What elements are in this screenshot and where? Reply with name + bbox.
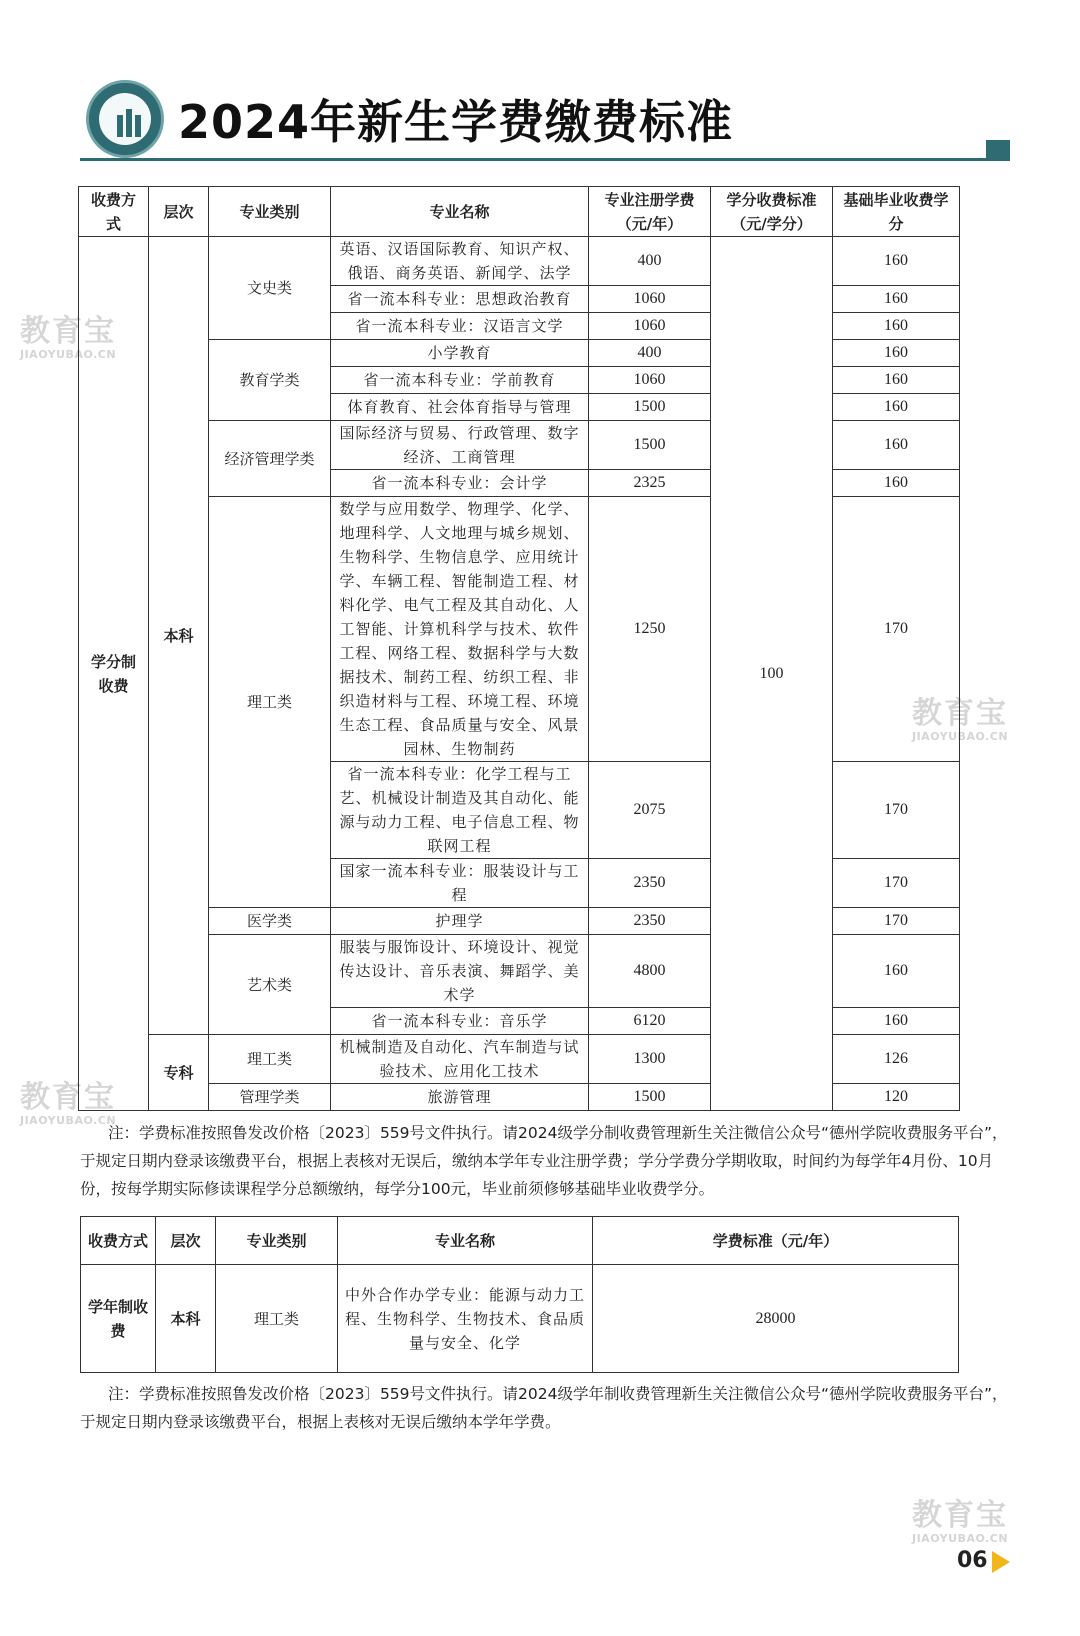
fee-cell: 1500 bbox=[589, 394, 711, 421]
page-header bbox=[0, 0, 1080, 170]
fee-cell: 6120 bbox=[589, 1008, 711, 1035]
major-cell: 英语、汉语国际教育、知识产权、俄语、商务英语、新闻学、法学 bbox=[331, 237, 589, 286]
category-cell: 经济管理学类 bbox=[209, 421, 331, 497]
category-cell: 理工类 bbox=[209, 1035, 331, 1084]
header-base-credits: 基础毕业收费学分 bbox=[833, 187, 960, 237]
credits-cell: 160 bbox=[833, 286, 960, 313]
fee-cell: 1060 bbox=[589, 367, 711, 394]
header-major: 专业名称 bbox=[331, 187, 589, 237]
header-major: 专业名称 bbox=[338, 1217, 593, 1265]
header-category: 专业类别 bbox=[216, 1217, 338, 1265]
header-level: 层次 bbox=[156, 1217, 216, 1265]
page-number: 06 bbox=[957, 1548, 988, 1573]
fee-cell: 1250 bbox=[589, 497, 711, 762]
credits-cell: 160 bbox=[833, 1008, 960, 1035]
fee-method-cell: 学年制收费 bbox=[81, 1265, 156, 1373]
major-cell: 体育教育、社会体育指导与管理 bbox=[331, 394, 589, 421]
annual-fee-table bbox=[80, 1216, 959, 1373]
credits-cell: 160 bbox=[833, 367, 960, 394]
credits-cell: 160 bbox=[833, 394, 960, 421]
credits-cell: 120 bbox=[833, 1084, 960, 1111]
fee-cell: 1060 bbox=[589, 313, 711, 340]
credits-cell: 160 bbox=[833, 313, 960, 340]
fee-method-cell: 学分制收费 bbox=[79, 237, 149, 1111]
major-cell: 小学教育 bbox=[331, 340, 589, 367]
credits-cell: 170 bbox=[833, 859, 960, 908]
credits-cell: 170 bbox=[833, 762, 960, 859]
credits-cell: 160 bbox=[833, 340, 960, 367]
credit-fee-note: 注：学费标准按照鲁发改价格〔2023〕559号文件执行。请2024级学分制收费管理新生关注微信公众号“德州学院收费服务平台”，于规定日期内登录该缴费平台，根据上表核对无误后，缴纳本学年专业注册学费；学分学费分学期收取，时间约为每学年4月份、10月份，按每学期实际修读课程学分总额缴纳，每学分100元，毕业前须修够基础毕业收费学分。 bbox=[80, 1124, 1008, 1198]
major-cell: 服装与服饰设计、环境设计、视觉传达设计、音乐表演、舞蹈学、美术学 bbox=[331, 935, 589, 1008]
watermark: 教育宝 JIAOYUBAO.CN bbox=[20, 1080, 117, 1127]
watermark: 教育宝 JIAOYUBAO.CN bbox=[912, 1498, 1009, 1545]
annual-fee-note: 注：学费标准按照鲁发改价格〔2023〕559号文件执行。请2024级学年制收费管理新生关注微信公众号“德州学院收费服务平台”，于规定日期内登录该缴费平台，根据上表核对无误后缴纳本学年学费。 bbox=[80, 1385, 1008, 1431]
fee-cell: 400 bbox=[589, 340, 711, 367]
table-header-row bbox=[81, 1217, 959, 1265]
credits-cell: 170 bbox=[833, 908, 960, 935]
page-title: 2024年新生学费缴费标准 bbox=[178, 95, 734, 149]
header-method: 收费方式 bbox=[79, 187, 149, 237]
category-cell: 理工类 bbox=[209, 497, 331, 908]
category-cell: 艺术类 bbox=[209, 935, 331, 1035]
major-cell: 中外合作办学专业：能源与动力工程、生物科学、生物技术、食品质量与安全、化学 bbox=[338, 1265, 593, 1373]
level-cell: 本科 bbox=[149, 237, 209, 1035]
watermark: 教育宝 JIAOYUBAO.CN bbox=[20, 314, 117, 361]
credit-fee-table bbox=[78, 186, 960, 1111]
category-cell: 管理学类 bbox=[209, 1084, 331, 1111]
major-cell: 省一流本科专业：会计学 bbox=[331, 470, 589, 497]
major-cell: 旅游管理 bbox=[331, 1084, 589, 1111]
category-cell: 医学类 bbox=[209, 908, 331, 935]
credits-cell: 160 bbox=[833, 470, 960, 497]
credits-cell: 126 bbox=[833, 1035, 960, 1084]
header-category: 专业类别 bbox=[209, 187, 331, 237]
category-cell: 文史类 bbox=[209, 237, 331, 340]
fee-cell: 4800 bbox=[589, 935, 711, 1008]
major-cell: 省一流本科专业：学前教育 bbox=[331, 367, 589, 394]
fee-cell: 400 bbox=[589, 237, 711, 286]
header-rule bbox=[80, 158, 1010, 161]
header-level: 层次 bbox=[149, 187, 209, 237]
major-cell: 护理学 bbox=[331, 908, 589, 935]
header-fee: 学费标准（元/年） bbox=[593, 1217, 959, 1265]
level-cell: 本科 bbox=[156, 1265, 216, 1373]
major-cell: 数学与应用数学、物理学、化学、地理科学、人文地理与城乡规划、生物科学、生物信息学、应用统计学、车辆工程、智能制造工程、材料化学、电气工程及其自动化、人工智能、计算机科学与技术、软件工程、网络工程、数据科学与大数据技术、制药工程、纺织工程、非织造材料与工程、环境工程、环境生态工程、食品质量与安全、风景园林、生物制药 bbox=[331, 497, 589, 762]
credits-cell: 160 bbox=[833, 237, 960, 286]
table-row bbox=[79, 237, 960, 286]
next-arrow-icon bbox=[992, 1551, 1010, 1573]
fee-cell: 28000 bbox=[593, 1265, 959, 1373]
credits-cell: 160 bbox=[833, 935, 960, 1008]
major-cell: 省一流本科专业：汉语言文学 bbox=[331, 313, 589, 340]
fee-cell: 2075 bbox=[589, 762, 711, 859]
credit-std-cell: 100 bbox=[711, 237, 833, 1111]
fee-cell: 1500 bbox=[589, 1084, 711, 1111]
major-cell: 省一流本科专业：思想政治教育 bbox=[331, 286, 589, 313]
header-rule-marker bbox=[986, 140, 1010, 160]
major-cell: 机械制造及自动化、汽车制造与试验技术、应用化工技术 bbox=[331, 1035, 589, 1084]
fee-cell: 2350 bbox=[589, 859, 711, 908]
university-logo bbox=[86, 80, 164, 158]
credits-cell: 160 bbox=[833, 421, 960, 470]
category-cell: 教育学类 bbox=[209, 340, 331, 421]
header-method: 收费方式 bbox=[81, 1217, 156, 1265]
header-credit-std: 学分收费标准（元/学分） bbox=[711, 187, 833, 237]
category-cell: 理工类 bbox=[216, 1265, 338, 1373]
fee-cell: 1500 bbox=[589, 421, 711, 470]
fee-cell: 2350 bbox=[589, 908, 711, 935]
watermark: 教育宝 JIAOYUBAO.CN bbox=[912, 696, 1009, 743]
fee-cell: 1060 bbox=[589, 286, 711, 313]
level-cell: 专科 bbox=[149, 1035, 209, 1111]
major-cell: 国际经济与贸易、行政管理、数字经济、工商管理 bbox=[331, 421, 589, 470]
fee-cell: 1300 bbox=[589, 1035, 711, 1084]
major-cell: 省一流本科专业：化学工程与工艺、机械设计制造及其自动化、能源与动力工程、电子信息工程、物联网工程 bbox=[331, 762, 589, 859]
major-cell: 省一流本科专业：音乐学 bbox=[331, 1008, 589, 1035]
major-cell: 国家一流本科专业：服装设计与工程 bbox=[331, 859, 589, 908]
fee-cell: 2325 bbox=[589, 470, 711, 497]
table-row bbox=[81, 1265, 959, 1373]
credits-cell: 170 bbox=[833, 497, 960, 762]
table-header-row bbox=[79, 187, 960, 237]
header-reg-fee: 专业注册学费（元/年） bbox=[589, 187, 711, 237]
